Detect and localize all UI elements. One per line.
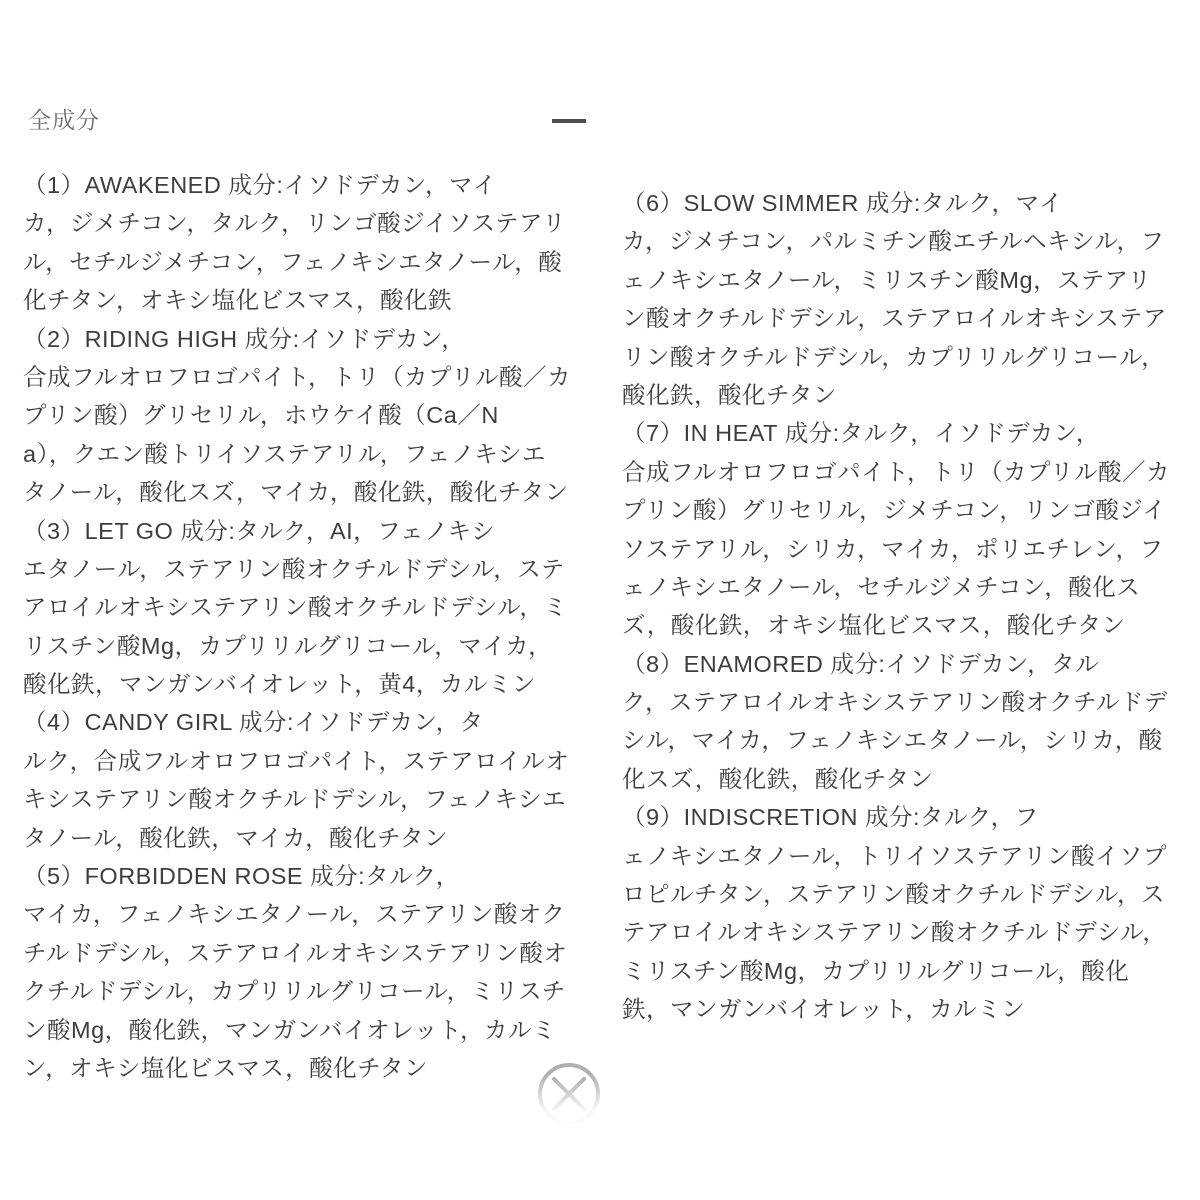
- text-line: 酸化鉄，マンガンバイオレット，黄4，カルミン: [23, 671, 536, 698]
- text-line: 化チタン，オキシ塩化ビスマス，酸化鉄: [23, 287, 452, 314]
- text-line: （9）INDISCRETION 成分:タルク，フ: [622, 804, 1039, 831]
- text-line: ソステアリル，シリカ，マイカ，ポリエチレン，フ: [622, 535, 1164, 562]
- text-line: （6）SLOW SIMMER 成分:タルク，マイ: [622, 190, 1063, 216]
- text-line: ルク，合成フルオロフロゴパイト，ステアロイルオ: [23, 747, 570, 774]
- text-line: （2）RIDING HIGH 成分:イソドデカン，: [23, 325, 466, 352]
- text-line: ン酸Mg，酸化鉄，マンガンバイオレット，カルミ: [23, 1016, 556, 1043]
- text-line: ロピルチタン，ステアリン酸オクチルドデシル，ス: [622, 881, 1165, 908]
- text-line: 合成フルオロフロゴパイト，トリ（カプリル酸／カ: [622, 458, 1171, 485]
- text-line: アロイルオキシステアリン酸オクチルドデシル，ミ: [23, 594, 568, 621]
- text-line: （1）AWAKENED 成分:イソドデカン，マイ: [23, 172, 497, 198]
- text-line: キシステアリン酸オクチルドデシル，フェノキシエ: [23, 786, 567, 813]
- ingredients-column-right: [622, 184, 1170, 1029]
- text-line: ズ，酸化鉄，オキシ塩化ビスマス，酸化チタン: [622, 612, 1126, 639]
- text-line: ル，セチルジメチコン，フェノキシエタノール，酸: [23, 248, 563, 275]
- text-line: カ，ジメチコン，タルク，リンゴ酸ジイソステアリ: [23, 210, 567, 237]
- text-line: タノール，酸化スズ，マイカ，酸化鉄，酸化チタン: [23, 479, 569, 506]
- text-line: テアロイルオキシステアリン酸オクチルドデシル，: [622, 919, 1167, 946]
- text-line: （8）ENAMORED 成分:イソドデカン，タル: [622, 650, 1100, 677]
- text-line: プリン酸）グリセリル，ジメチコン，リンゴ酸ジイ: [622, 497, 1167, 524]
- text-line: シル，マイカ，フェノキシエタノール，シリカ，酸: [622, 727, 1163, 754]
- text-line: カ，ジメチコン，パルミチン酸エチルヘキシル，フ: [622, 228, 1165, 255]
- text-line: （4）CANDY GIRL 成分:イソドデカン，タ: [23, 709, 484, 736]
- text-line: 化スズ，酸化鉄，酸化チタン: [622, 765, 934, 792]
- text-line: マイカ，フェノキシエタノール，ステアリン酸オク: [23, 901, 566, 928]
- text-line: 酸化鉄，酸化チタン: [622, 381, 837, 408]
- text-line: ミリスチン酸Mg，カプリリルグリコール，酸化: [622, 957, 1130, 984]
- text-line: ク，ステアロイルオキシステアリン酸オクチルドデ: [622, 689, 1168, 716]
- text-line: チルドデシル，ステアロイルオキシステアリン酸オ: [23, 939, 568, 966]
- text-line: ェノキシエタノール，セチルジメチコン，酸化ス: [622, 573, 1141, 600]
- text-line: （3）LET GO 成分:タルク，AI，フェノキシ: [23, 517, 496, 544]
- text-line: ン，オキシ塩化ビスマス，酸化チタン: [23, 1054, 428, 1081]
- page-title: 全成分: [28, 107, 100, 133]
- text-line: クチルドデシル，カプリリルグリコール，ミリスチ: [23, 978, 566, 1005]
- text-line: ェノキシエタノール，ミリスチン酸Mg，ステアリ: [622, 266, 1152, 293]
- text-line: リスチン酸Mg，カプリリルグリコール，マイカ，: [23, 632, 553, 659]
- text-line: リン酸オクチルドデシル，カプリリルグリコール，: [622, 343, 1166, 370]
- text-line: プリン酸）グリセリル，ホウケイ酸（Ca／N: [23, 402, 499, 429]
- fade-overlay: [524, 1074, 614, 1144]
- text-line: a），クエン酸トリイソステアリル，フェノキシエ: [23, 440, 547, 467]
- text-line: 鉄，マンガンバイオレット，カルミン: [622, 996, 1026, 1023]
- text-line: タノール，酸化鉄，マイカ，酸化チタン: [23, 824, 448, 851]
- text-line: （7）IN HEAT 成分:タルク，イソドデカン，: [622, 420, 1100, 447]
- text-line: ン酸オクチルドデシル，ステアロイルオキシステア: [622, 305, 1167, 332]
- collapse-icon[interactable]: [552, 119, 586, 123]
- text-line: （5）FORBIDDEN ROSE 成分:タルク，: [23, 863, 460, 890]
- text-line: 合成フルオロフロゴパイト，トリ（カプリル酸／カ: [23, 363, 572, 390]
- text-line: ェノキシエタノール，トリイソステアリン酸イソプ: [622, 842, 1167, 869]
- text-line: エタノール，ステアリン酸オクチルドデシル，ステ: [23, 555, 565, 582]
- close-icon[interactable]: [536, 1061, 602, 1141]
- ingredients-column-left: [23, 166, 571, 1087]
